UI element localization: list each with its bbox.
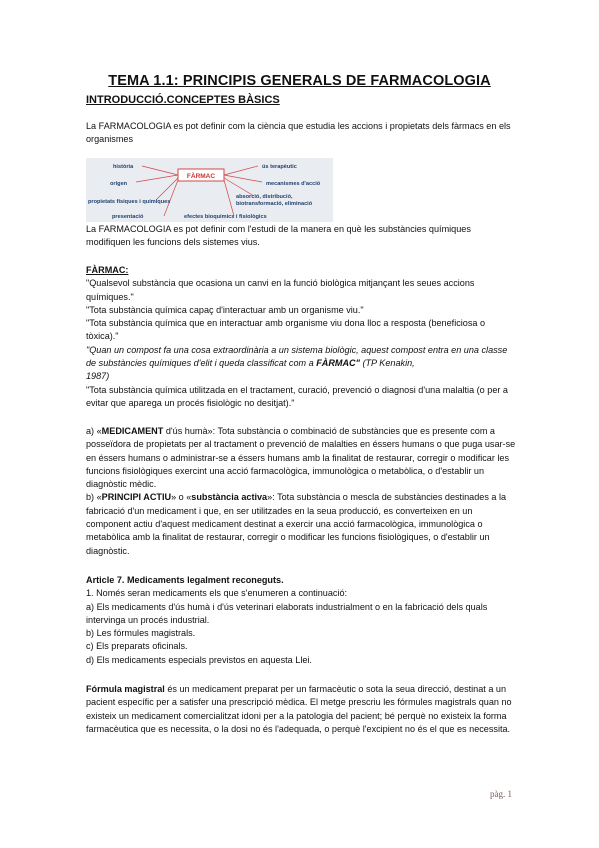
article-item-b: b) Les fórmules magistrals. [86,628,196,639]
definition-b [86,491,516,557]
farmac-def-last: "Tota substància química utilitzada en el tractament, curació, prevenció o diagnosi d'una malaltia (o per a evitar que aparega un procés fisiològic no desitjat)." [86,384,508,408]
farmac-def-1: "Qualsevol substància que ocasiona un canvi en la funció biològica mitjançant les seues accions químiques." [86,278,475,302]
quote-italic: "Quan un compost fa una cosa extraordinària a un sistema biològic, aquest compost entra en una classe de substàncies químiques d'elit i queda classificat com a [86,344,508,369]
formula-term: Fórmula magistral [86,684,165,694]
def-b-term: PRINCIPI ACTIU [101,492,172,503]
def-a-text: »: Tota substància o combinació de substàncies que es presente com a posseïdora de propietats per al tractament o prevenció de malalties en éssers humans o que puga usar-se en éssers humans o administrar-se a éssers humans amb la finalitat de restaurar, corregir o modificar les funcions fisiològiques exercint una acció farmacològica, immunològica o metabòlica, o d'establir un diagnòstic mèdic. [86,426,516,490]
farmac-heading: FÀRMAC: [86,265,129,275]
diagram-center: FÀRMAC [186,173,216,180]
page-title: TEMA 1.1: PRINCIPIS GENERALS DE FARMACOLOGIA [108,73,491,89]
def-a-prefix: a) « [86,426,102,436]
article-item-d: d) Els medicaments especials previstos en aquesta Llei. [86,654,312,665]
diagram-right-1: ús terapèutic [262,164,297,170]
diagram-left-3: propietats físiques i químiques [88,199,171,205]
farmac-def-2: "Tota substància química capaç d'interactuar amb un organisme viu." [86,304,364,315]
quote-bold: FÀRMAC" [316,358,360,369]
quote-year: 1987) [86,371,110,382]
def-b-text: »: Tota substància o mescla de substàncies destinades a la fabricació d'un medicament i que, en ser utilitzades en la seua producció, es converteixen en un component actiu d'aquest medicament destinat a exercir una acció farmacològica, immunològica o metabòlica amb la finalitat de restaurar, corregir o modificar les funcions fisiològiques, o d'establir un diagnòstic. [86,492,507,556]
def-b-term2: substància activa [191,492,268,503]
article-item-c: c) Els preparats oficinals. [86,641,188,652]
definition-a [86,425,516,491]
intro-text-1: La FARMACOLOGIA es pot definir com la ciència que estudia les accions i propietats dels fàrmacs en els organismes [86,121,511,145]
diagram-left-2: origen [110,181,128,187]
farmac-quote [86,344,516,384]
intro-definition-2 [86,223,516,250]
article-section [86,574,516,667]
diagram-right-3: absorció, distribució, [236,194,293,200]
formula-paragraph [86,683,516,736]
diagram-right-4: efectes bioquímics i fisiològics [184,214,267,220]
def-a-term2: d'ús humà [163,426,208,436]
farmac-diagram [86,158,333,222]
diagram-right-2: mecanismes d'acció [266,181,321,187]
article-line-1: 1. Només seran medicaments els que s'enumeren a continuació: [86,588,348,599]
def-b-mid: » o « [171,492,192,503]
formula-section [86,683,516,736]
section-subtitle: INTRODUCCIÓ.CONCEPTES BÀSICS [86,94,280,106]
farmac-def-3: "Tota substància química que en interactuar amb organisme viu dona lloc a resposta (beneficiosa o tòxica)." [86,318,486,342]
def-b-prefix: b) « [86,492,102,503]
article-heading: Article 7. Medicaments legalment reconeguts. [86,575,284,585]
page-number: pàg. 1 [490,789,512,799]
definitions-section [86,425,516,558]
quote-author: (TP Kenakin, [359,358,415,369]
diagram-left-1: història [113,164,134,170]
diagram-right-3b: biotransformació, eliminació [236,201,313,207]
article-item-a: a) Els medicaments d'ús humà i d'ús veterinari elaborats industrialment o en la fabricació dels quals intervinga un procés industrial. [86,601,488,625]
diagram-left-4: presentació [112,214,144,220]
intro-text-2: La FARMACOLOGIA es pot definir com l'estudi de la manera en què les substàncies químiques modifiquen les funcions dels sistemes vius. [86,224,471,248]
def-a-term: MEDICAMENT [101,426,164,436]
formula-text: és un medicament preparat per un farmacèutic o sota la seua direcció, destinat a un pacient específic per a satisfer una prescripció mèdica. El metge prescriu les fórmules magistrals quan no existeix un medicament comercialitzat idoni per a la patologia del pacient; bé perquè no existeix la forma farmacèutica que es necessita, o la dosi no és l'adequada, o perquè l'excipient no és el que es necessita. [86,684,512,734]
farmac-section [86,264,516,410]
intro-definition-1 [86,120,516,147]
